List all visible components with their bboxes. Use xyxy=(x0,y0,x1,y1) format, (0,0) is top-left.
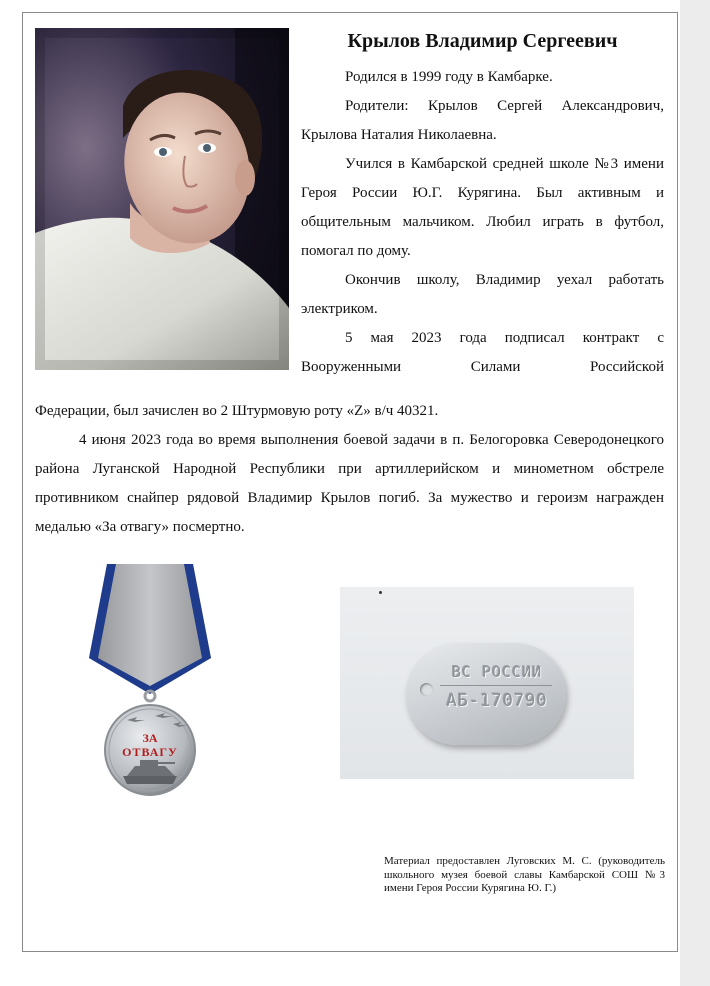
bio-born: Родился в 1999 году в Камбарке. xyxy=(345,69,553,85)
dog-tag-hole xyxy=(420,683,433,696)
bio-contract-part2: Федерации, был зачислен во 2 Штурмовую роту «Z» в/ч 40321. xyxy=(35,403,439,419)
medal-text-otvagu: ОТВАГУ xyxy=(122,745,178,759)
dog-tag-photo xyxy=(340,587,634,779)
material-credit: Материал предоставлен Луговских М. С. (руководитель школьного музея боевой славы Камбарской СОШ №3 имени Героя России Курягина Ю. Г.) xyxy=(384,855,665,894)
dog-tag-line1: ВС РОССИИ xyxy=(451,663,543,681)
bio-death: 4 июня 2023 года во время выполнения боевой задачи в п. Белогоровка Северодонецкого района Луганской Народной Республики при артиллерийском и минометном обстреле противником снайпер рядовой Владимир Крылов погиб. За мужество и героизм награжден медалью «За отвагу» посмертно. xyxy=(35,432,664,535)
page-side-margin xyxy=(680,0,710,986)
person-name: Крылов Владимир Сергеевич xyxy=(347,30,618,52)
bio-contract-part1: 5 мая 2023 года подписал контракт с Вооруженными Силами Российской xyxy=(301,330,664,375)
dust-speck xyxy=(379,591,382,594)
medal-text-za: ЗА xyxy=(142,731,158,745)
dog-tag-line2: АБ-170790 xyxy=(446,691,548,711)
dog-tag xyxy=(406,643,566,745)
bio-work: Окончив школу, Владимир уехал работать электриком. xyxy=(301,272,664,317)
portrait-photo xyxy=(35,28,289,370)
dog-tag-separator xyxy=(440,685,552,686)
bio-parents: Родители: Крылов Сергей Александрович, Крылова Наталия Николаевна. xyxy=(301,98,664,143)
bio-school: Учился в Камбарской средней школе №3 имени Героя России Ю.Г. Курягина. Был активным и общительным мальчиком. Любил играть в футбол, помогал по дому. xyxy=(301,156,664,259)
medal-za-otvagu-image xyxy=(85,562,215,798)
biography-side-text xyxy=(301,63,664,382)
biography-full-text xyxy=(35,397,664,542)
